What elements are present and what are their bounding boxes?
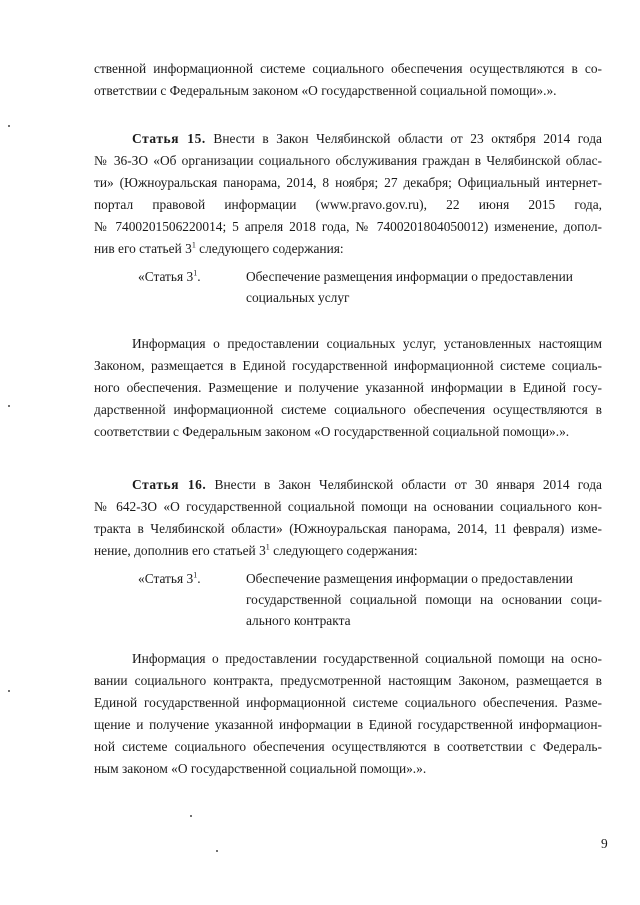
article-16-label: Статья 16. [132, 477, 207, 492]
article-15-first-line [132, 128, 602, 149]
article-16-body-2: Единой государственной информационной системе социального обеспечения. Разме- [94, 695, 602, 710]
article-15-body-4: соответствии с Федеральным законом «О государственной социальной помощи».». [94, 424, 570, 439]
article-16-body-5: ным законом «О государственной социальной помощи».». [94, 761, 427, 776]
article-15-line-2: ти» (Южноуральская панорама, 2014, 8 ноября; 27 декабря; Официальный интернет- [94, 175, 602, 190]
article-16-body-3: щение и получение указанной информации в Единой государственной информацион- [94, 717, 602, 732]
article-15-body-2: ного обеспечения. Размещение и получение указанной информации в Единой госу- [94, 380, 602, 395]
article-16-new-article-label [138, 568, 201, 589]
article-15-line-5-tail: следующего содержания: [195, 241, 344, 256]
new-article-16-dot: . [197, 571, 201, 586]
article-15-line-3: портал правовой информации (www.pravo.gov.ru), 22 июня 2015 года, [94, 197, 602, 212]
article-16-body-1: вании социального контракта, предусмотренной настоящим Законом, размещается в [94, 673, 602, 688]
article-16-line-0: Внести в Закон Челябинской области от 30 января 2014 года [214, 477, 602, 492]
article-16-line-3-text: нение, дополнив его статьей 3 [94, 543, 266, 558]
article-16-sup: 1 [265, 542, 270, 552]
article-15-label: Статья 15. [132, 131, 206, 146]
article-15-line-0: Внести в Закон Челябинской области от 23 октября 2014 года [213, 131, 602, 146]
article-16-new-title-2: государственной социальной помощи на основании соци- [246, 592, 602, 607]
article-15-body-1: Законом, размещается в Единой государственной информационной системе социаль- [94, 358, 602, 373]
intro-line-2: ответствии с Федеральным законом «О государственной социальной помощи».». [94, 83, 557, 98]
article-16-first-line [132, 474, 602, 495]
new-article-sup: 1 [193, 268, 198, 278]
scan-speck [190, 815, 192, 817]
new-article-16-sup: 1 [193, 570, 198, 580]
article-16-line-2: тракта в Челябинской области» (Южноуральская панорама, 2014, 11 февраля) изме- [94, 521, 602, 536]
article-16-body-4: ной системе социального обеспечения осуществляются в соответствии с Федераль- [94, 739, 602, 754]
new-article-dot: . [197, 269, 201, 284]
article-15-new-title-2: социальных услуг [246, 290, 350, 305]
new-article-16-label-text: «Статья 3 [138, 571, 194, 586]
article-15-line-5-text: нив его статьей 3 [94, 241, 192, 256]
article-15-new-title-1: Обеспечение размещения информации о предоставлении [246, 269, 573, 284]
article-15-line-4: № 7400201506220014; 5 апреля 2018 года, № 7400201804050012) изменение, допол- [94, 219, 602, 234]
article-16-body-0: Информация о предоставлении государственной социальной помощи на осно- [132, 651, 602, 666]
scan-speck [8, 690, 10, 692]
new-article-label-text: «Статья 3 [138, 269, 194, 284]
page-number: 9 [601, 836, 608, 851]
article-16-line-3 [94, 540, 418, 561]
scan-speck [216, 850, 218, 852]
article-16-line-3-tail: следующего содержания: [269, 543, 418, 558]
article-15-line-1: № 36-ЗО «Об организации социального обслуживания граждан в Челябинской облас- [94, 153, 602, 168]
article-16-new-title-1: Обеспечение размещения информации о предоставлении [246, 571, 573, 586]
article-15-line-5 [94, 238, 344, 259]
article-16-new-title-3: ального контракта [246, 613, 351, 628]
article-15-body-3: дарственной информационной системе социального обеспечения осуществляются в [94, 402, 602, 417]
scan-speck [8, 405, 10, 407]
article-15-sup: 1 [191, 240, 196, 250]
scan-speck [8, 125, 10, 127]
article-15-body-0: Информация о предоставлении социальных услуг, установленных настоящим [132, 336, 602, 351]
article-16-line-1: № 642-ЗО «О государственной социальной помощи на основании социального кон- [94, 499, 602, 514]
article-15-new-article-label [138, 266, 201, 287]
intro-line-1: ственной информационной системе социального обеспечения осуществляются в со- [94, 61, 602, 76]
